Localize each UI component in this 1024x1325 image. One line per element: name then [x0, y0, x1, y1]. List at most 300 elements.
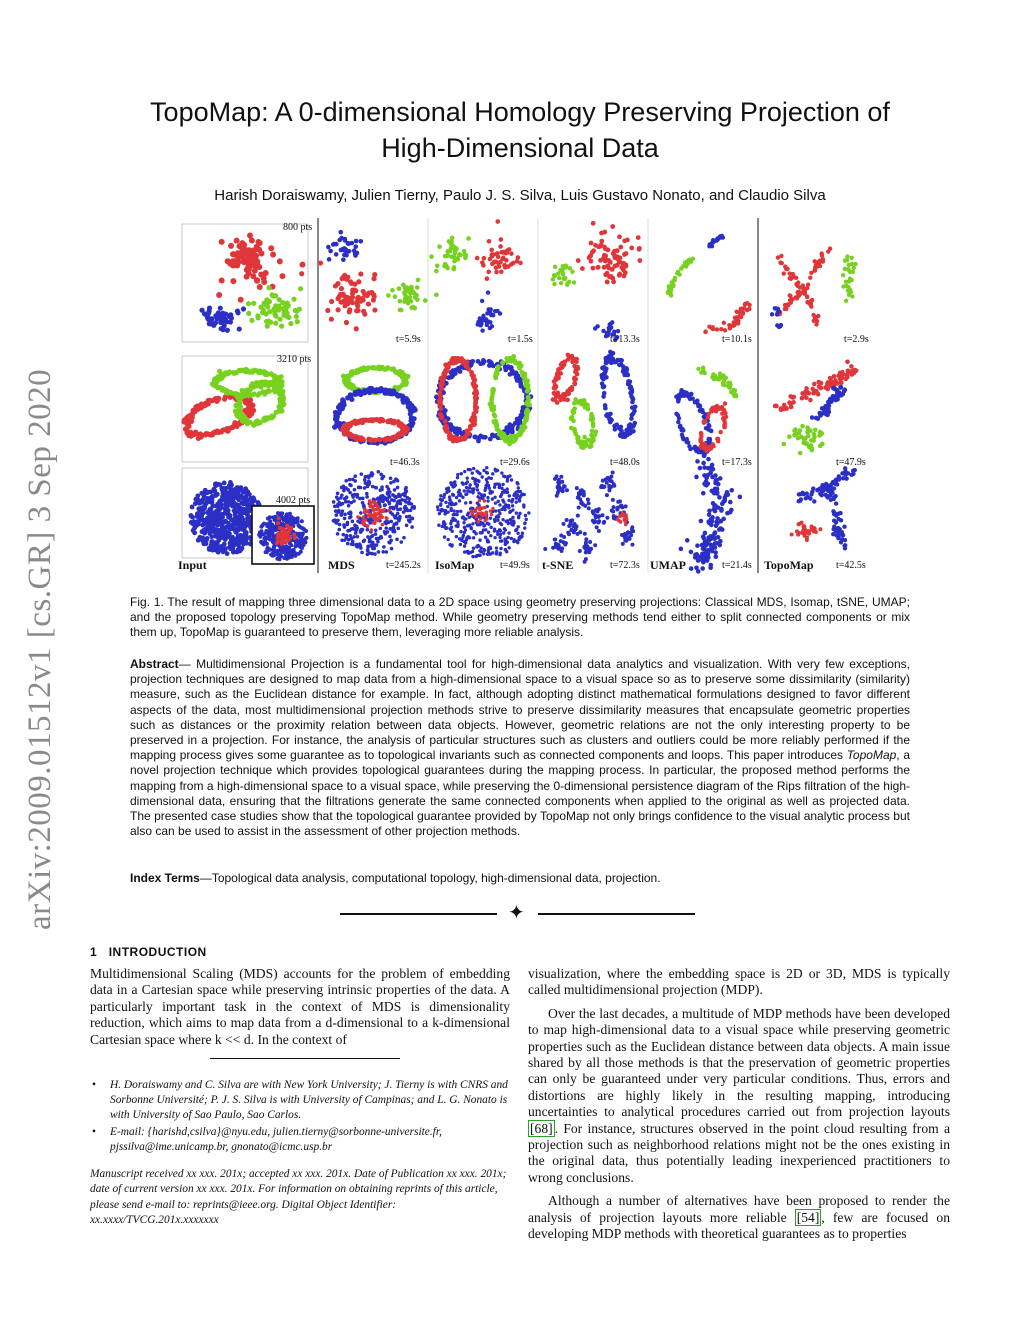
isomap-blue-disc — [503, 527, 506, 530]
umap-red-arc — [733, 316, 737, 320]
mds-green-cluster — [393, 294, 398, 299]
mds-blue-cluster — [347, 241, 352, 246]
input-red-cluster — [249, 237, 255, 243]
input-green-cluster — [246, 301, 251, 306]
isomap-red-core — [476, 520, 479, 523]
input-red-cluster — [234, 238, 240, 244]
mds-red-core — [363, 508, 367, 512]
tsne-blue-fragment — [584, 541, 588, 545]
isomap-blue-disc — [502, 500, 505, 503]
tsne-green-ring — [572, 401, 577, 406]
isomap-blue-cluster — [488, 320, 492, 324]
mds-blue-disc — [366, 528, 370, 532]
mds-blue-disc — [347, 538, 351, 542]
umap-blue-ring — [694, 447, 698, 451]
umap-red-ring — [707, 447, 711, 451]
isomap-blue-disc — [489, 534, 492, 537]
tsne-blue-fragment — [562, 535, 566, 539]
input-red-ring — [187, 413, 192, 418]
isomap-red-ring — [469, 418, 474, 423]
isomap-green-ring — [507, 442, 512, 447]
tsne-blue-ring — [622, 373, 627, 378]
topomap-green-branch — [846, 268, 850, 272]
isomap-blue-disc — [527, 511, 530, 514]
mds-blue-disc — [395, 538, 399, 542]
input-inset-sphere — [263, 541, 267, 545]
isomap-blue-disc — [444, 509, 447, 512]
input-blue-cluster — [207, 305, 212, 310]
topomap-red-branch — [828, 376, 833, 381]
mds-green-cluster — [416, 278, 421, 283]
isomap-blue-disc — [493, 483, 496, 486]
input-inset-sphere — [261, 523, 265, 527]
mds-blue-disc — [351, 527, 355, 531]
mds-blue-disc — [396, 495, 400, 499]
topomap-blue-branch — [823, 404, 828, 409]
isomap-blue-disc — [512, 494, 515, 497]
tsne-blue-fragment — [605, 481, 609, 485]
input-inset-sphere — [287, 520, 291, 524]
topomap-green-blob — [797, 431, 802, 436]
umap-red-arc — [711, 325, 715, 329]
mds-blue-cluster — [344, 253, 349, 258]
tsne-red-cluster — [602, 230, 607, 235]
tsne-blue-fragment — [605, 516, 609, 520]
mds-blue-disc — [333, 518, 337, 522]
isomap-red-core — [476, 512, 479, 515]
isomap-blue-disc — [493, 520, 496, 523]
input-red-ring — [214, 398, 219, 403]
tsne-green-cluster — [565, 281, 569, 285]
mds-blue-disc — [403, 494, 407, 498]
input-red-cluster — [228, 243, 234, 249]
mds-green-ring — [401, 379, 406, 384]
mds-blue-disc — [382, 545, 386, 549]
tsne-green-ring — [594, 429, 599, 434]
tsne-blue-cluster — [607, 326, 611, 330]
isomap-green-cluster — [443, 262, 448, 267]
input-inset-sphere — [293, 517, 297, 521]
input-green-ring — [265, 389, 270, 394]
input-red-cluster — [255, 262, 261, 268]
topomap-green-blob — [798, 451, 803, 456]
tsne-blue-fragment — [577, 506, 581, 510]
mds-blue-disc — [367, 480, 371, 484]
mds-blue-disc — [402, 510, 406, 514]
tsne-red-cluster — [589, 241, 594, 246]
isomap-blue-disc — [483, 489, 486, 492]
mds-blue-disc — [399, 507, 403, 511]
mds-blue-disc — [388, 535, 392, 539]
mds-blue-disc — [390, 547, 394, 551]
umap-red-arc — [722, 321, 726, 325]
mds-red-cluster — [353, 288, 358, 293]
isomap-green-ring — [490, 391, 495, 396]
isomap-blue-disc — [498, 521, 501, 524]
isomap-blue-disc — [523, 493, 526, 496]
isomap-blue-disc — [506, 477, 509, 480]
input-red-cluster — [270, 251, 276, 257]
mds-blue-disc — [340, 512, 344, 516]
isomap-red-ring — [463, 364, 468, 369]
isomap-red-core — [491, 507, 494, 510]
input-green-cluster — [279, 324, 284, 329]
isomap-blue-disc — [501, 518, 504, 521]
mds-blue-disc — [393, 514, 397, 518]
isomap-red-ring — [437, 390, 442, 395]
mds-red-ring — [361, 417, 366, 422]
isomap-red-ring — [439, 414, 444, 419]
tsne-green-cluster — [568, 266, 572, 270]
tsne-red-cluster — [611, 279, 616, 284]
isomap-blue-disc — [466, 480, 469, 483]
input-inset-core — [292, 533, 296, 537]
mds-red-ring — [385, 419, 390, 424]
input-green-ring — [262, 379, 267, 384]
topomap-red-branch — [814, 389, 819, 394]
input-blue-cluster — [225, 328, 230, 333]
isomap-green-cluster — [449, 242, 454, 247]
tsne-blue-ring — [629, 416, 634, 421]
mds-blue-cluster — [358, 239, 363, 244]
input-blue-cluster — [241, 306, 246, 311]
mds-red-core — [372, 500, 376, 504]
isomap-blue-disc — [511, 504, 514, 507]
topomap-green-blob — [793, 427, 798, 432]
mds-blue-disc — [363, 538, 367, 542]
isomap-blue-disc — [482, 548, 485, 551]
mds-red-cluster — [372, 272, 377, 277]
mds-blue-disc — [389, 527, 393, 531]
mds-blue-disc — [348, 478, 352, 482]
isomap-green-ring — [494, 424, 499, 429]
tsne-blue-fragment — [573, 522, 577, 526]
input-blue-cluster — [224, 319, 229, 324]
topomap-blue-branch — [824, 412, 829, 417]
isomap-blue-ring — [503, 367, 508, 372]
mds-blue-disc — [370, 471, 374, 475]
input-inset-sphere — [300, 546, 304, 550]
mds-red-ring — [344, 430, 349, 435]
isomap-green-cluster — [452, 265, 457, 270]
isomap-blue-disc — [462, 521, 465, 524]
input-blue-sphere — [193, 497, 198, 502]
isomap-blue-disc — [442, 520, 445, 523]
mds-red-core — [370, 528, 374, 532]
input-red-cluster — [277, 258, 283, 264]
mds-blue-disc — [367, 519, 371, 523]
input-blue-sphere — [220, 523, 225, 528]
input-red-ring — [245, 401, 250, 406]
mds-blue-disc — [364, 481, 368, 485]
tsne-blue-cluster — [616, 329, 620, 333]
umap-green-arc — [667, 284, 671, 288]
tsne-blue-fragment — [596, 510, 600, 514]
isomap-red-ring — [439, 386, 444, 391]
isomap-red-ring — [445, 369, 450, 374]
umap-green-arc — [718, 376, 722, 380]
isomap-blue-disc — [516, 532, 519, 535]
isomap-blue-disc — [507, 522, 510, 525]
tsne-red-fragment — [619, 520, 623, 524]
isomap-blue-disc — [450, 543, 453, 546]
tsne-red-cluster — [624, 251, 629, 256]
topomap-green-blob — [808, 444, 813, 449]
mds-blue-disc — [408, 518, 412, 522]
mds-blue-disc — [375, 497, 379, 501]
isomap-red-ring — [451, 361, 456, 366]
isomap-blue-disc — [484, 484, 487, 487]
input-red-ring — [211, 430, 216, 435]
input-blue-sphere — [233, 530, 238, 535]
mds-blue-disc — [349, 484, 353, 488]
input-inset-core — [293, 536, 297, 540]
isomap-blue-disc — [465, 550, 468, 553]
tsne-red-cluster — [622, 274, 627, 279]
isomap-blue-disc — [449, 527, 452, 530]
tsne-red-ring — [558, 397, 563, 402]
isomap-green-cluster — [429, 254, 434, 259]
isomap-blue-disc — [487, 540, 490, 543]
mds-blue-disc — [368, 540, 372, 544]
isomap-blue-disc — [525, 518, 528, 521]
isomap-red-ring — [444, 364, 449, 369]
tsne-green-cluster — [564, 263, 568, 267]
isomap-blue-ring — [450, 425, 455, 430]
isomap-red-cluster — [501, 256, 506, 261]
isomap-blue-disc — [471, 487, 474, 490]
input-blue-sphere — [215, 492, 220, 497]
topomap-red-branch — [790, 297, 794, 301]
mds-green-cluster — [398, 299, 403, 304]
umap-blue-cluster — [695, 543, 700, 548]
topomap-red-branch — [794, 282, 798, 286]
input-blue-sphere — [230, 535, 235, 540]
isomap-red-cluster — [499, 269, 504, 274]
tsne-blue-fragment — [611, 509, 615, 513]
tsne-red-cluster — [619, 265, 624, 270]
mds-blue-cluster — [342, 246, 347, 251]
tsne-red-ring — [574, 370, 579, 375]
tsne-blue-ring — [607, 417, 612, 422]
isomap-blue-disc — [499, 539, 502, 542]
mds-blue-disc — [355, 543, 359, 547]
isomap-blue-disc — [463, 489, 466, 492]
topomap-green-blob — [820, 442, 825, 447]
mds-red-core — [373, 515, 377, 519]
input-blue-cluster — [218, 306, 223, 311]
topomap-green-branch — [850, 294, 854, 298]
tsne-red-cluster — [603, 259, 608, 264]
tsne-red-cluster — [629, 246, 634, 251]
isomap-green-cluster — [455, 257, 460, 262]
isomap-blue-disc — [459, 494, 462, 497]
input-red-ring — [193, 404, 198, 409]
input-blue-sphere — [240, 535, 245, 540]
input-blue-sphere — [199, 513, 204, 518]
input-green-cluster — [251, 301, 256, 306]
input-inset-sphere — [266, 516, 270, 520]
isomap-blue-disc — [508, 494, 511, 497]
mds-green-cluster — [390, 288, 395, 293]
input-blue-sphere — [225, 534, 230, 539]
input-inset-core — [287, 537, 291, 541]
topomap-red-branch — [796, 290, 800, 294]
teaser-figure — [178, 218, 878, 576]
isomap-red-cluster — [482, 256, 487, 261]
tsne-red-cluster — [605, 280, 610, 285]
mds-green-cluster — [434, 292, 439, 297]
umap-blue-cluster — [689, 566, 694, 571]
isomap-blue-disc — [496, 518, 499, 521]
isomap-blue-disc — [463, 544, 466, 547]
isomap-blue-ring — [508, 372, 513, 377]
topomap-green-branch — [852, 266, 856, 270]
input-red-ring — [188, 434, 193, 439]
input-green-ring — [245, 421, 250, 426]
mds-blue-disc — [359, 529, 363, 533]
input-green-ring — [237, 368, 242, 373]
topomap-red-branch — [806, 391, 811, 396]
tsne-blue-fragment — [587, 506, 591, 510]
input-red-cluster — [219, 239, 225, 245]
input-red-ring — [231, 424, 236, 429]
tsne-blue-fragment — [602, 485, 606, 489]
input-blue-cluster — [235, 310, 240, 315]
tsne-red-cluster — [589, 259, 594, 264]
isomap-blue-cluster — [481, 314, 485, 318]
input-green-cluster — [272, 312, 277, 317]
input-blue-sphere — [226, 512, 231, 517]
topomap-red-branch — [845, 359, 850, 364]
umap-blue-cluster — [713, 554, 718, 559]
tsne-blue-fragment — [564, 541, 568, 545]
mds-blue-cluster — [341, 257, 346, 262]
input-inset-sphere — [271, 554, 275, 558]
input-green-cluster — [277, 317, 282, 322]
isomap-blue-disc — [469, 468, 472, 471]
umap-green-arc — [666, 290, 670, 294]
mds-blue-disc — [366, 553, 370, 557]
mds-red-ring — [369, 438, 374, 443]
mds-blue-ring — [388, 391, 393, 396]
isomap-red-core — [490, 513, 493, 516]
isomap-red-ring — [474, 409, 479, 414]
input-blue-cluster — [218, 314, 223, 319]
topomap-green-blob — [800, 424, 805, 429]
input-blue-sphere — [202, 519, 207, 524]
input-green-ring — [279, 388, 284, 393]
topomap-red-branch — [787, 271, 791, 275]
input-blue-sphere — [206, 490, 211, 495]
mds-red-cluster — [372, 307, 377, 312]
tsne-red-ring — [572, 381, 577, 386]
input-blue-sphere — [207, 547, 212, 552]
isomap-blue-disc — [489, 516, 492, 519]
input-inset-sphere — [305, 536, 309, 540]
tsne-green-ring — [591, 424, 596, 429]
umap-green-arc — [672, 278, 676, 282]
isomap-blue-disc — [448, 502, 451, 505]
mds-blue-disc — [357, 485, 361, 489]
mds-red-cluster — [343, 294, 348, 299]
umap-blue-cluster — [685, 538, 690, 543]
input-red-cluster — [249, 249, 255, 255]
input-green-ring — [217, 369, 222, 374]
umap-red-ring — [722, 418, 726, 422]
input-inset-sphere — [282, 556, 286, 560]
input-red-ring — [198, 434, 203, 439]
mds-blue-disc — [381, 550, 385, 554]
tsne-blue-fragment — [551, 546, 555, 550]
mds-blue-disc — [335, 513, 339, 517]
isomap-blue-disc — [452, 513, 455, 516]
isomap-blue-ring — [515, 377, 520, 382]
title-line-2: High-Dimensional Data — [381, 133, 659, 163]
tsne-green-cluster — [552, 282, 556, 286]
isomap-blue-disc — [444, 527, 447, 530]
input-inset-sphere — [282, 523, 286, 527]
isomap-red-ring — [451, 438, 456, 443]
mds-blue-disc — [336, 532, 340, 536]
mds-blue-disc — [346, 542, 350, 546]
umap-red-ring — [718, 430, 722, 434]
isomap-green-ring — [511, 354, 516, 359]
mds-blue-disc — [410, 525, 414, 529]
isomap-blue-disc — [487, 549, 490, 552]
mds-blue-disc — [351, 495, 355, 499]
isomap-red-cluster — [498, 244, 503, 249]
isomap-blue-cluster — [486, 307, 490, 311]
isomap-green-ring — [524, 401, 529, 406]
mds-blue-disc — [346, 529, 350, 533]
mds-green-cluster — [423, 298, 428, 303]
isomap-red-core — [471, 512, 474, 515]
input-inset-core — [282, 528, 286, 532]
input-red-cluster — [235, 253, 241, 259]
tsne-red-ring — [570, 385, 575, 390]
mds-blue-disc — [412, 506, 416, 510]
tsne-blue-fragment — [582, 490, 586, 494]
tsne-green-ring — [577, 399, 582, 404]
isomap-blue-disc — [520, 534, 523, 537]
tsne-red-cluster — [599, 242, 604, 247]
tsne-blue-ring — [601, 385, 606, 390]
tsne-red-cluster — [637, 258, 642, 263]
mds-blue-disc — [348, 491, 352, 495]
topomap-blue-branch — [814, 416, 819, 421]
isomap-blue-disc — [491, 472, 494, 475]
input-green-cluster — [269, 292, 274, 297]
isomap-blue-disc — [446, 538, 449, 541]
mds-green-ring — [342, 375, 347, 380]
topomap-green-blob — [804, 441, 809, 446]
isomap-red-core — [485, 517, 488, 520]
mds-blue-disc — [386, 496, 390, 500]
tsne-red-ring — [565, 398, 570, 403]
mds-blue-disc — [359, 546, 363, 550]
mds-green-cluster — [407, 295, 412, 300]
tsne-blue-ring — [630, 405, 635, 410]
mds-red-cluster — [361, 309, 366, 314]
input-blue-cluster — [228, 312, 233, 317]
isomap-blue-disc — [470, 527, 473, 530]
input-inset-sphere — [304, 529, 308, 533]
tsne-blue-fragment — [576, 514, 580, 518]
isomap-blue-disc — [482, 552, 485, 555]
input-inset-sphere — [265, 547, 269, 551]
input-green-cluster — [265, 324, 270, 329]
